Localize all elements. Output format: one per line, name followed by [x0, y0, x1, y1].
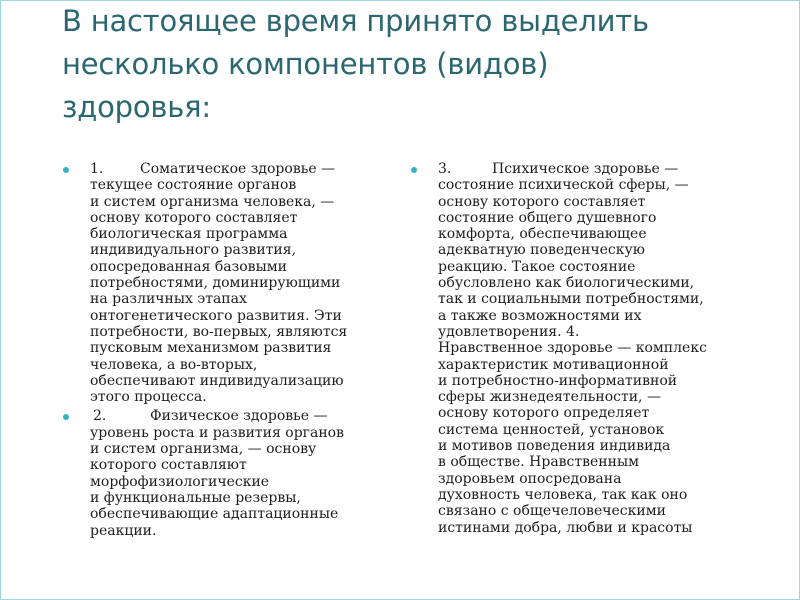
title-line: здоровья:: [62, 90, 211, 124]
item-text: текущее состояние органов: [90, 177, 297, 194]
item-text: биологическая программа: [90, 226, 288, 243]
item-text: состояние психической сферы, —: [438, 177, 689, 194]
item-text: сферы жизнедеятельности, —: [438, 389, 661, 406]
item-text: Физическое здоровье —: [150, 408, 328, 425]
item-text: а также возможностями их: [438, 307, 642, 324]
item-text: система ценностей, установок: [438, 421, 665, 438]
item-text: комфорта, обеспечивающее: [438, 226, 647, 243]
item-text: адекватную поведенческую: [438, 242, 645, 259]
item-text: опосредованная базовыми: [90, 258, 287, 275]
item-text: реакцию. Такое состояние: [438, 258, 636, 275]
item-number: 2.: [93, 408, 107, 425]
item-text: онтогенетического развития. Эти: [90, 307, 342, 324]
item-text: характеристик мотивационной: [438, 356, 669, 373]
item-text: Нравственное здоровье — комплекс: [438, 340, 707, 357]
item-text: на различных этапах: [90, 291, 247, 308]
item-text: Соматическое здоровье —: [140, 161, 336, 177]
item-text: основу которого составляет: [438, 193, 646, 210]
item-text: морфофизиологические: [90, 473, 270, 490]
item-text: основу которого составляет: [90, 209, 298, 226]
item-text: пусковым механизмом развития: [90, 340, 332, 357]
item-text: и мотивов поведения индивида: [438, 438, 671, 455]
item-number: 3.: [438, 161, 452, 177]
item-first-line: [438, 161, 748, 177]
bullet-icon: [411, 167, 417, 173]
left-column: [90, 161, 390, 539]
item-text: индивидуального развития,: [90, 242, 297, 259]
item-first-line: [90, 161, 390, 177]
item-text: удовлетворения. 4.: [438, 323, 580, 340]
item-text: уровень роста и развития органов: [90, 424, 344, 441]
item-text: связано с общечеловеческими: [438, 503, 666, 520]
bullet-icon: [63, 167, 69, 173]
item-text: и систем организма человека, —: [90, 193, 335, 210]
item-first-line: [90, 408, 390, 424]
item-text: потребности, во-первых, являются: [90, 323, 348, 340]
title-line: В настоящее время принято выделить: [62, 4, 649, 38]
item-text: реакции.: [90, 522, 157, 539]
item-text: духовность человека, так как оно: [438, 486, 688, 503]
slide-title: [62, 0, 762, 129]
item-text: и систем организма, — основу: [90, 441, 317, 458]
item-text: и функциональные резервы,: [90, 489, 301, 506]
list-item-psychic: [438, 161, 748, 536]
item-text: которого составляют: [90, 457, 247, 474]
list-item-somatic: [90, 161, 390, 405]
item-text: здоровьем опосредована: [438, 470, 622, 487]
item-text: этого процесса.: [90, 389, 207, 406]
item-text: в обществе. Нравственным: [438, 454, 639, 471]
right-column: [438, 161, 748, 536]
list-item-physical: [90, 408, 390, 538]
title-line: несколько компонентов (видов): [62, 47, 549, 81]
item-text: потребностями, доминирующими: [90, 275, 341, 292]
item-text: обеспечивают индивидуализацию: [90, 372, 344, 389]
item-text: Психическое здоровье —: [492, 161, 679, 177]
item-text: истинами добра, любви и красоты: [438, 519, 693, 536]
item-text: обеспечивающие адаптационные: [90, 506, 339, 523]
item-text: так и социальными потребностями,: [438, 291, 704, 308]
item-text: человека, а во-вторых,: [90, 356, 258, 373]
item-text: основу которого определяет: [438, 405, 650, 422]
item-number: 1.: [90, 161, 104, 177]
item-text: обусловлено как биологическими,: [438, 275, 695, 292]
item-text: и потребностно-информативной: [438, 372, 678, 389]
item-text: состояние общего душевного: [438, 209, 657, 226]
